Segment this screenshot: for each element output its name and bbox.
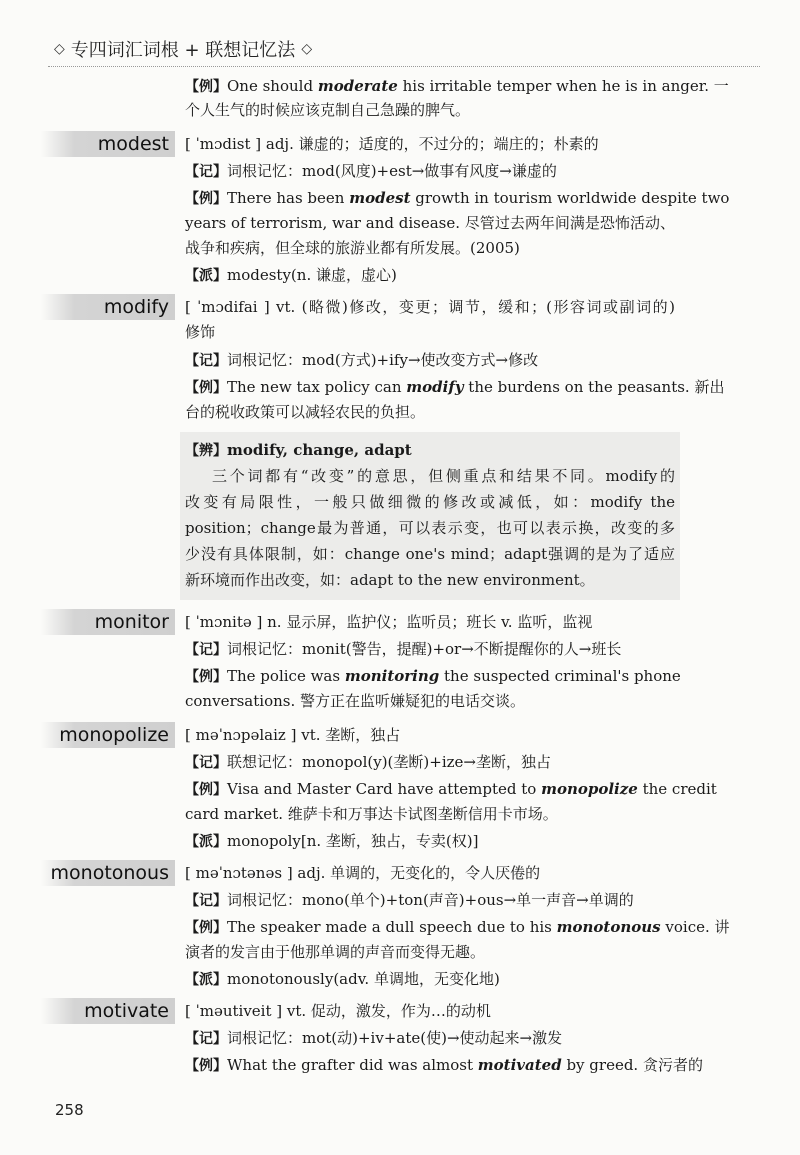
derivative-line: 【派】monotonously(adv. 单调地，无变化地) bbox=[185, 970, 500, 988]
headword-monitor: monitor bbox=[41, 609, 175, 635]
memory-line: 【记】词根记忆：mono(单个)+ton(声音)+ous→单一声音→单调的 bbox=[185, 891, 634, 909]
example-line: 【例】One should moderate his irritable temper when he is in anger. 一 bbox=[185, 77, 729, 95]
distinction-text: position；change最为普通，可以表示变，也可以表示换，改变的多 bbox=[185, 519, 675, 537]
example-translation: conversations. 警方正在监听嫌疑犯的电话交谈。 bbox=[185, 692, 526, 710]
headword-modest: modest bbox=[41, 131, 175, 157]
example-translation: 演者的发言由于他那单调的声音而变得无趣。 bbox=[185, 943, 486, 961]
example-line: 【例】Visa and Master Card have attempted to monopolize the credit bbox=[185, 780, 717, 798]
example-translation: card market. 维萨卡和万事达卡试图垄断信用卡市场。 bbox=[185, 805, 558, 823]
example-line: years of terrorism, war and disease. 尽管过去两年间满是恐怖活动、 bbox=[185, 214, 675, 232]
distinction-text: 三个词都有“改变”的意思，但侧重点和结果不同。modify的 bbox=[212, 467, 675, 485]
distinction-text: 少没有具体限制，如：change one's mind；adapt强调的是为了适应 bbox=[185, 545, 675, 563]
distinction-text: 新环境而作出改变，如：adapt to the new environment。 bbox=[185, 571, 595, 589]
diamond-icon: ◇ bbox=[54, 41, 65, 57]
memory-line: 【记】词根记忆：mod(风度)+est→做事有风度→谦虚的 bbox=[185, 162, 557, 180]
headword-motivate: motivate bbox=[41, 998, 175, 1024]
headword-modify: modify bbox=[41, 294, 175, 320]
headword-monotonous: monotonous bbox=[41, 860, 175, 886]
example-line: 【例】The police was monitoring the suspected criminal's phone bbox=[185, 667, 681, 685]
definition-line: [ ˈmɔnitə ] n. 显示屏，监护仪；监听员；班长 v. 监听，监视 bbox=[185, 613, 593, 631]
example-line: 【例】The new tax policy can modify the burdens on the peasants. 新出 bbox=[185, 378, 725, 396]
page-number: 258 bbox=[55, 1101, 84, 1119]
definition-line: [ ˈməutiveit ] vt. 促动，激发，作为…的动机 bbox=[185, 1002, 491, 1020]
derivative-line: 【派】modesty(n. 谦虚，虚心) bbox=[185, 266, 397, 284]
example-line: 【例】There has been modest growth in tourism worldwide despite two bbox=[185, 189, 730, 207]
example-line: 【例】What the grafter did was almost motivated by greed. 贪污者的 bbox=[185, 1056, 703, 1074]
example-translation: 台的税收政策可以减轻农民的负担。 bbox=[185, 403, 426, 421]
derivative-line: 【派】monopoly[n. 垄断，独占，专卖(权)] bbox=[185, 832, 479, 850]
memory-line: 【记】词根记忆：monit(警告，提醒)+or→不断提醒你的人→班长 bbox=[185, 640, 622, 658]
headword-monopolize: monopolize bbox=[41, 722, 175, 748]
definition-line: [ məˈnɔtənəs ] adj. 单调的，无变化的，令人厌倦的 bbox=[185, 864, 541, 882]
example-translation: 个人生气的时候应该克制自己急躁的脾气。 bbox=[185, 101, 471, 119]
memory-line: 【记】词根记忆：mot(动)+iv+ate(使)→使动起来→激发 bbox=[185, 1029, 563, 1047]
memory-line: 【记】词根记忆：mod(方式)+ify→使改变方式→修改 bbox=[185, 351, 539, 369]
memory-line: 【记】联想记忆：monopol(y)(垄断)+ize→垄断，独占 bbox=[185, 753, 551, 771]
header-title: 专四词汇词根 + 联想记忆法 bbox=[70, 40, 296, 61]
example-line: 【例】The speaker made a dull speech due to his monotonous voice. 讲 bbox=[185, 918, 730, 936]
definition-line: [ ˈmɔdist ] adj. 谦虚的；适度的，不过分的；端庄的；朴素的 bbox=[185, 135, 599, 153]
diamond-icon: ◇ bbox=[301, 41, 313, 57]
example-translation: 战争和疾病，但全球的旅游业都有所发展。(2005) bbox=[185, 239, 520, 257]
distinction-title: 【辨】modify, change, adapt bbox=[185, 441, 412, 459]
definition-line: 修饰 bbox=[185, 323, 216, 341]
header-divider bbox=[48, 66, 760, 67]
distinction-text: 改变有局限性，一般只做细微的修改或减低，如：modify the bbox=[185, 493, 675, 511]
definition-line: [ məˈnɔpəlaiz ] vt. 垄断，独占 bbox=[185, 726, 401, 744]
definition-line: [ ˈmɔdifai ] vt. (略微)修改，变更；调节，缓和；(形容词或副词的) bbox=[185, 298, 675, 316]
running-header bbox=[48, 34, 760, 64]
